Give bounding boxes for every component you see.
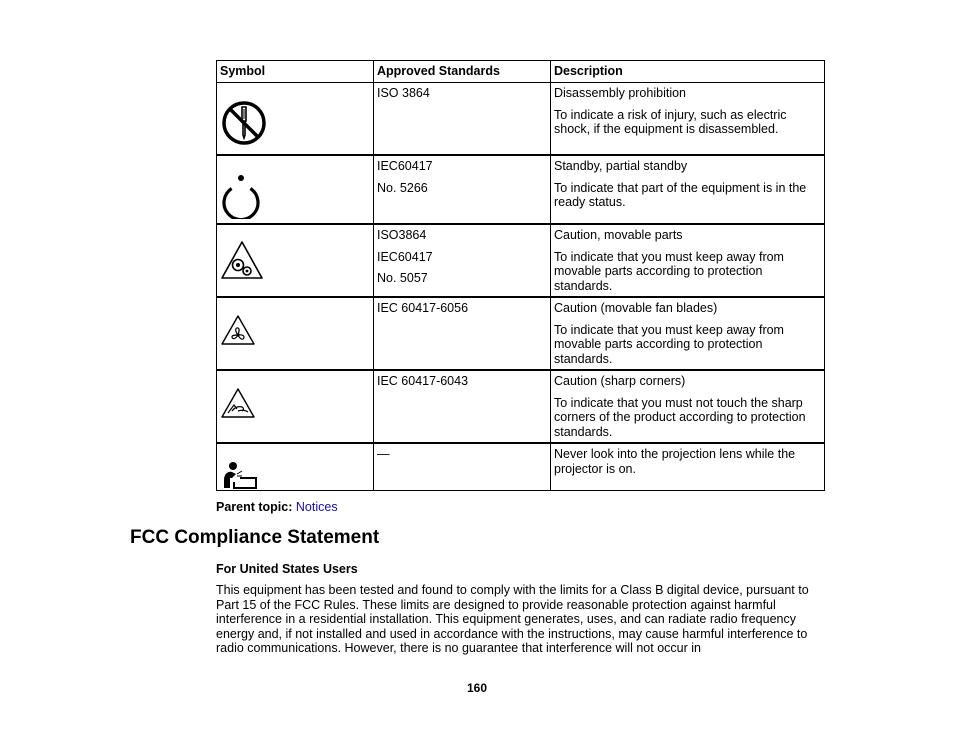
standards-cell: IEC60417 No. 5266 <box>374 155 551 224</box>
do-not-look-into-lens-icon <box>220 460 260 490</box>
page-number: 160 <box>466 681 488 695</box>
description-cell: Never look into the projection lens while the projector is on. <box>551 443 825 491</box>
fan-blades-caution-icon <box>220 314 256 346</box>
table-row <box>217 155 825 224</box>
header-symbol: Symbol <box>217 61 374 83</box>
section-subtitle: For United States Users <box>216 562 358 576</box>
table-row <box>217 83 825 156</box>
description-cell: Standby, partial standby To indicate that part of the equipment is in the ready status. <box>551 155 825 224</box>
table-row <box>217 370 825 443</box>
standards-cell: — <box>374 443 551 491</box>
table-row <box>217 443 825 491</box>
disassembly-prohibition-icon <box>220 99 268 147</box>
symbol-cell <box>217 443 374 491</box>
description-cell: Disassembly prohibition To indicate a risk of injury, such as electric shock, if the equipment is disassembled. <box>551 83 825 156</box>
header-approved-standards: Approved Standards <box>374 61 551 83</box>
symbol-cell <box>217 224 374 297</box>
description-cell: Caution, movable parts To indicate that you must keep away from movable parts according to protection standards. <box>551 224 825 297</box>
movable-parts-caution-icon <box>220 240 264 280</box>
table-row <box>217 224 825 297</box>
standards-cell: IEC 60417-6056 <box>374 297 551 370</box>
notices-link[interactable]: Notices <box>295 500 338 514</box>
symbol-cell <box>217 83 374 156</box>
standards-cell: IEC 60417-6043 <box>374 370 551 443</box>
section-title: FCC Compliance Statement <box>130 527 380 548</box>
table-row <box>217 297 825 370</box>
parent-topic <box>216 500 338 514</box>
standards-cell: ISO 3864 <box>374 83 551 156</box>
symbol-cell <box>217 370 374 443</box>
safety-symbols-table <box>216 60 825 491</box>
fcc-body-text: This equipment has been tested and found to comply with the limits for a Class B digital device, pursuant to Part 15 of the FCC Rules. These limits are designed to provide reasonable protection against harmful interference in a residential installation. This equipment generates, uses, and can radiate radio frequency energy and, if not installed and used in accordance with the instructions, may cause harmful interference to radio communications. However, there is no guarantee that interference will not occur in <box>216 583 809 655</box>
parent-topic-label: Parent topic: <box>216 500 293 514</box>
sharp-corners-caution-icon <box>220 387 256 419</box>
table-header-row <box>217 61 825 83</box>
header-description: Description <box>551 61 825 83</box>
standards-cell: ISO3864 IEC60417 No. 5057 <box>374 224 551 297</box>
description-cell: Caution (movable fan blades) To indicate that you must keep away from movable parts according to protection standards. <box>551 297 825 370</box>
description-cell: Caution (sharp corners) To indicate that you must not touch the sharp corners of the product according to protection standards. <box>551 370 825 443</box>
symbol-cell <box>217 297 374 370</box>
symbol-cell <box>217 155 374 224</box>
standby-icon <box>220 173 266 219</box>
